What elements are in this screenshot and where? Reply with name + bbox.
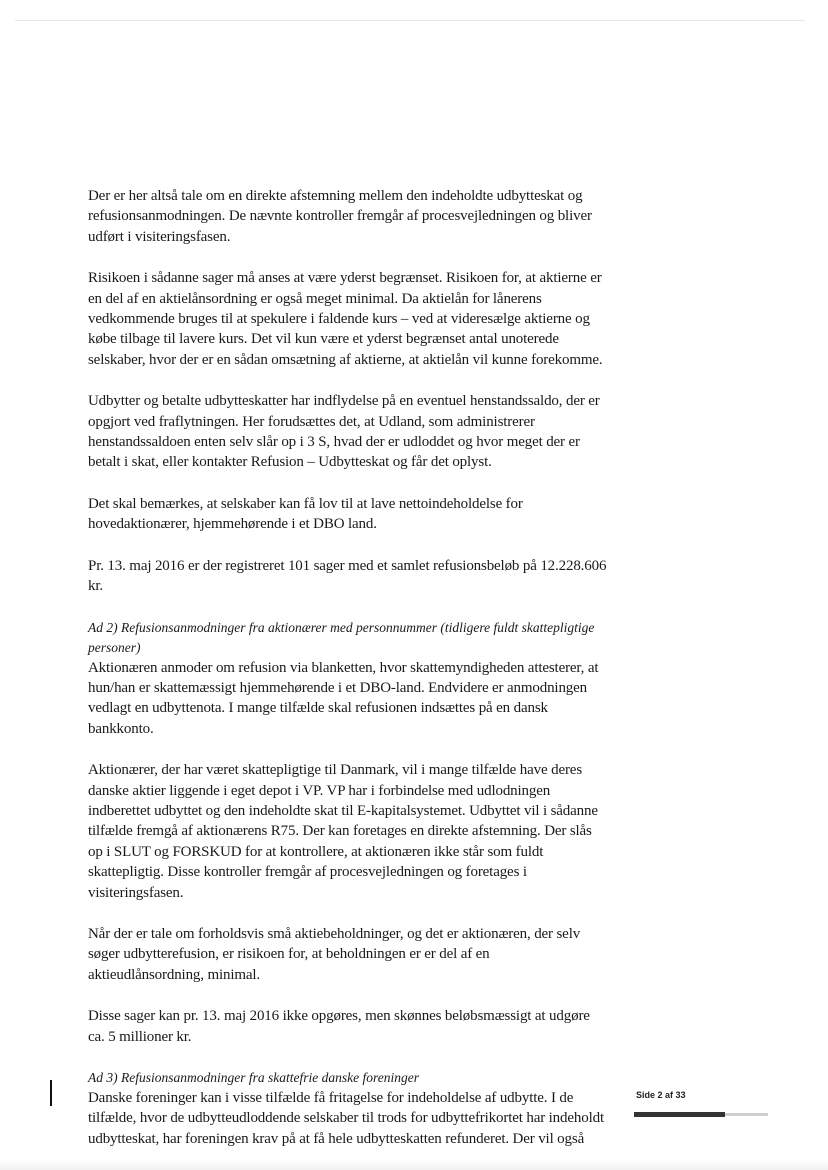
paragraph: Når der er tale om forholdsvis små aktiebeholdninger, og det er aktionæren, der selv søger udbytterefusion, er risikoen for, at beholdningen er er del af en aktieudlånsordning, minimal.	[88, 925, 581, 983]
paragraph: Der er her altså tale om en direkte afstemning mellem den indeholdte udbytteskat og refusionsanmodningen. De nævnte kontroller fremgår af procesvejledningen og bliver udført i visiteringsfasen.	[88, 188, 592, 245]
paragraph: Det skal bemærkes, at selskaber kan få lov til at lave nettoindeholdelse for hovedaktionærer, hjemmehørende i et DBO land.	[88, 495, 523, 533]
margin-mark	[50, 1080, 52, 1106]
paragraph: Disse sager kan pr. 13. maj 2016 ikke opgøres, men skønnes beløbsmæssigt at udgøre ca. 5 millioner kr.	[88, 1008, 590, 1045]
paragraph: Pr. 13. maj 2016 er der registreret 101 sager med et samlet refusionsbeløb på 12.228.606 kr.	[88, 557, 607, 595]
page-number: Side 2 af 33	[636, 1090, 686, 1100]
paragraph: Risikoen i sådanne sager må anses at være yderst begrænset. Risikoen for, at aktierne er en del af en aktielånsordning er også meget minimal. Da aktielån for lånerens vedkommende bruges til at spekulere i faldende kurs – ved at videresælge aktierne og købe tilbage til lavere kurs. Det vil kun være et yderst begrænset antal unoterede selskaber, hvor der er en sådan omsætning af aktierne, at aktielån vil kunne forekomme.	[88, 270, 603, 368]
section-heading: Ad 2) Refusionsanmodninger fra aktionærer med personnummer (tidligere fuldt skattepligtige personer)	[88, 619, 595, 655]
paragraph: Aktionæren anmoder om refusion via blanketten, hvor skattemyndigheden attesterer, at hun/han er skattemæssigt hjemmehørende i et DBO-land. Endvidere er anmodningen vedlagt en udbyttenota. I mange tilfælde skal refusionen indsættes på en dansk bankkonto.	[88, 659, 599, 737]
scan-edge-shade	[0, 1160, 828, 1170]
progress-fill	[634, 1112, 725, 1117]
document-body	[88, 186, 608, 1170]
paragraph: Danske foreninger kan i visse tilfælde få fritagelse for indeholdelse af udbytte. I de tilfælde, hvor de udbytteudloddende selskaber til trods for udbyttefrikortet har indeholdt udbytteskat, har foreningen krav på at få hele udbytteskatten refunderet. Der vil også	[88, 1090, 604, 1147]
section-heading: Ad 3) Refusionsanmodninger fra skattefrie danske foreninger	[88, 1070, 419, 1085]
page-progress-bar	[634, 1112, 768, 1117]
paragraph: Aktionærer, der har været skattepligtige til Danmark, vil i mange tilfælde have deres danske aktier liggende i eget depot i VP. VP har i forbindelse med udlodningen indberettet udbyttet og den indeholdte skat til E-kapitalsystemet. Udbyttet vil i sådanne tilfælde fremgå af aktionærens R75. Der kan foretages en direkte afstemning. Der slås op i SLUT og FORSKUD for at kontrollere, at aktionæren ikke står som fuldt skattepligtig. Disse kontroller fremgår af procesvejledningen og foretages i visiteringsfasen.	[88, 762, 598, 901]
top-rule	[15, 20, 805, 21]
paragraph: Udbytter og betalte udbytteskatter har indflydelse på en eventuel henstandssaldo, der er opgjort ved fraflytningen. Her forudsættes det, at Udland, som administrerer henstandssaldoen enten selv slår op i 3 S, hvad der er udloddet og hvor meget der er betalt i skat, eller kontakter Refusion – Udbytteskat og får det oplyst.	[88, 393, 600, 471]
